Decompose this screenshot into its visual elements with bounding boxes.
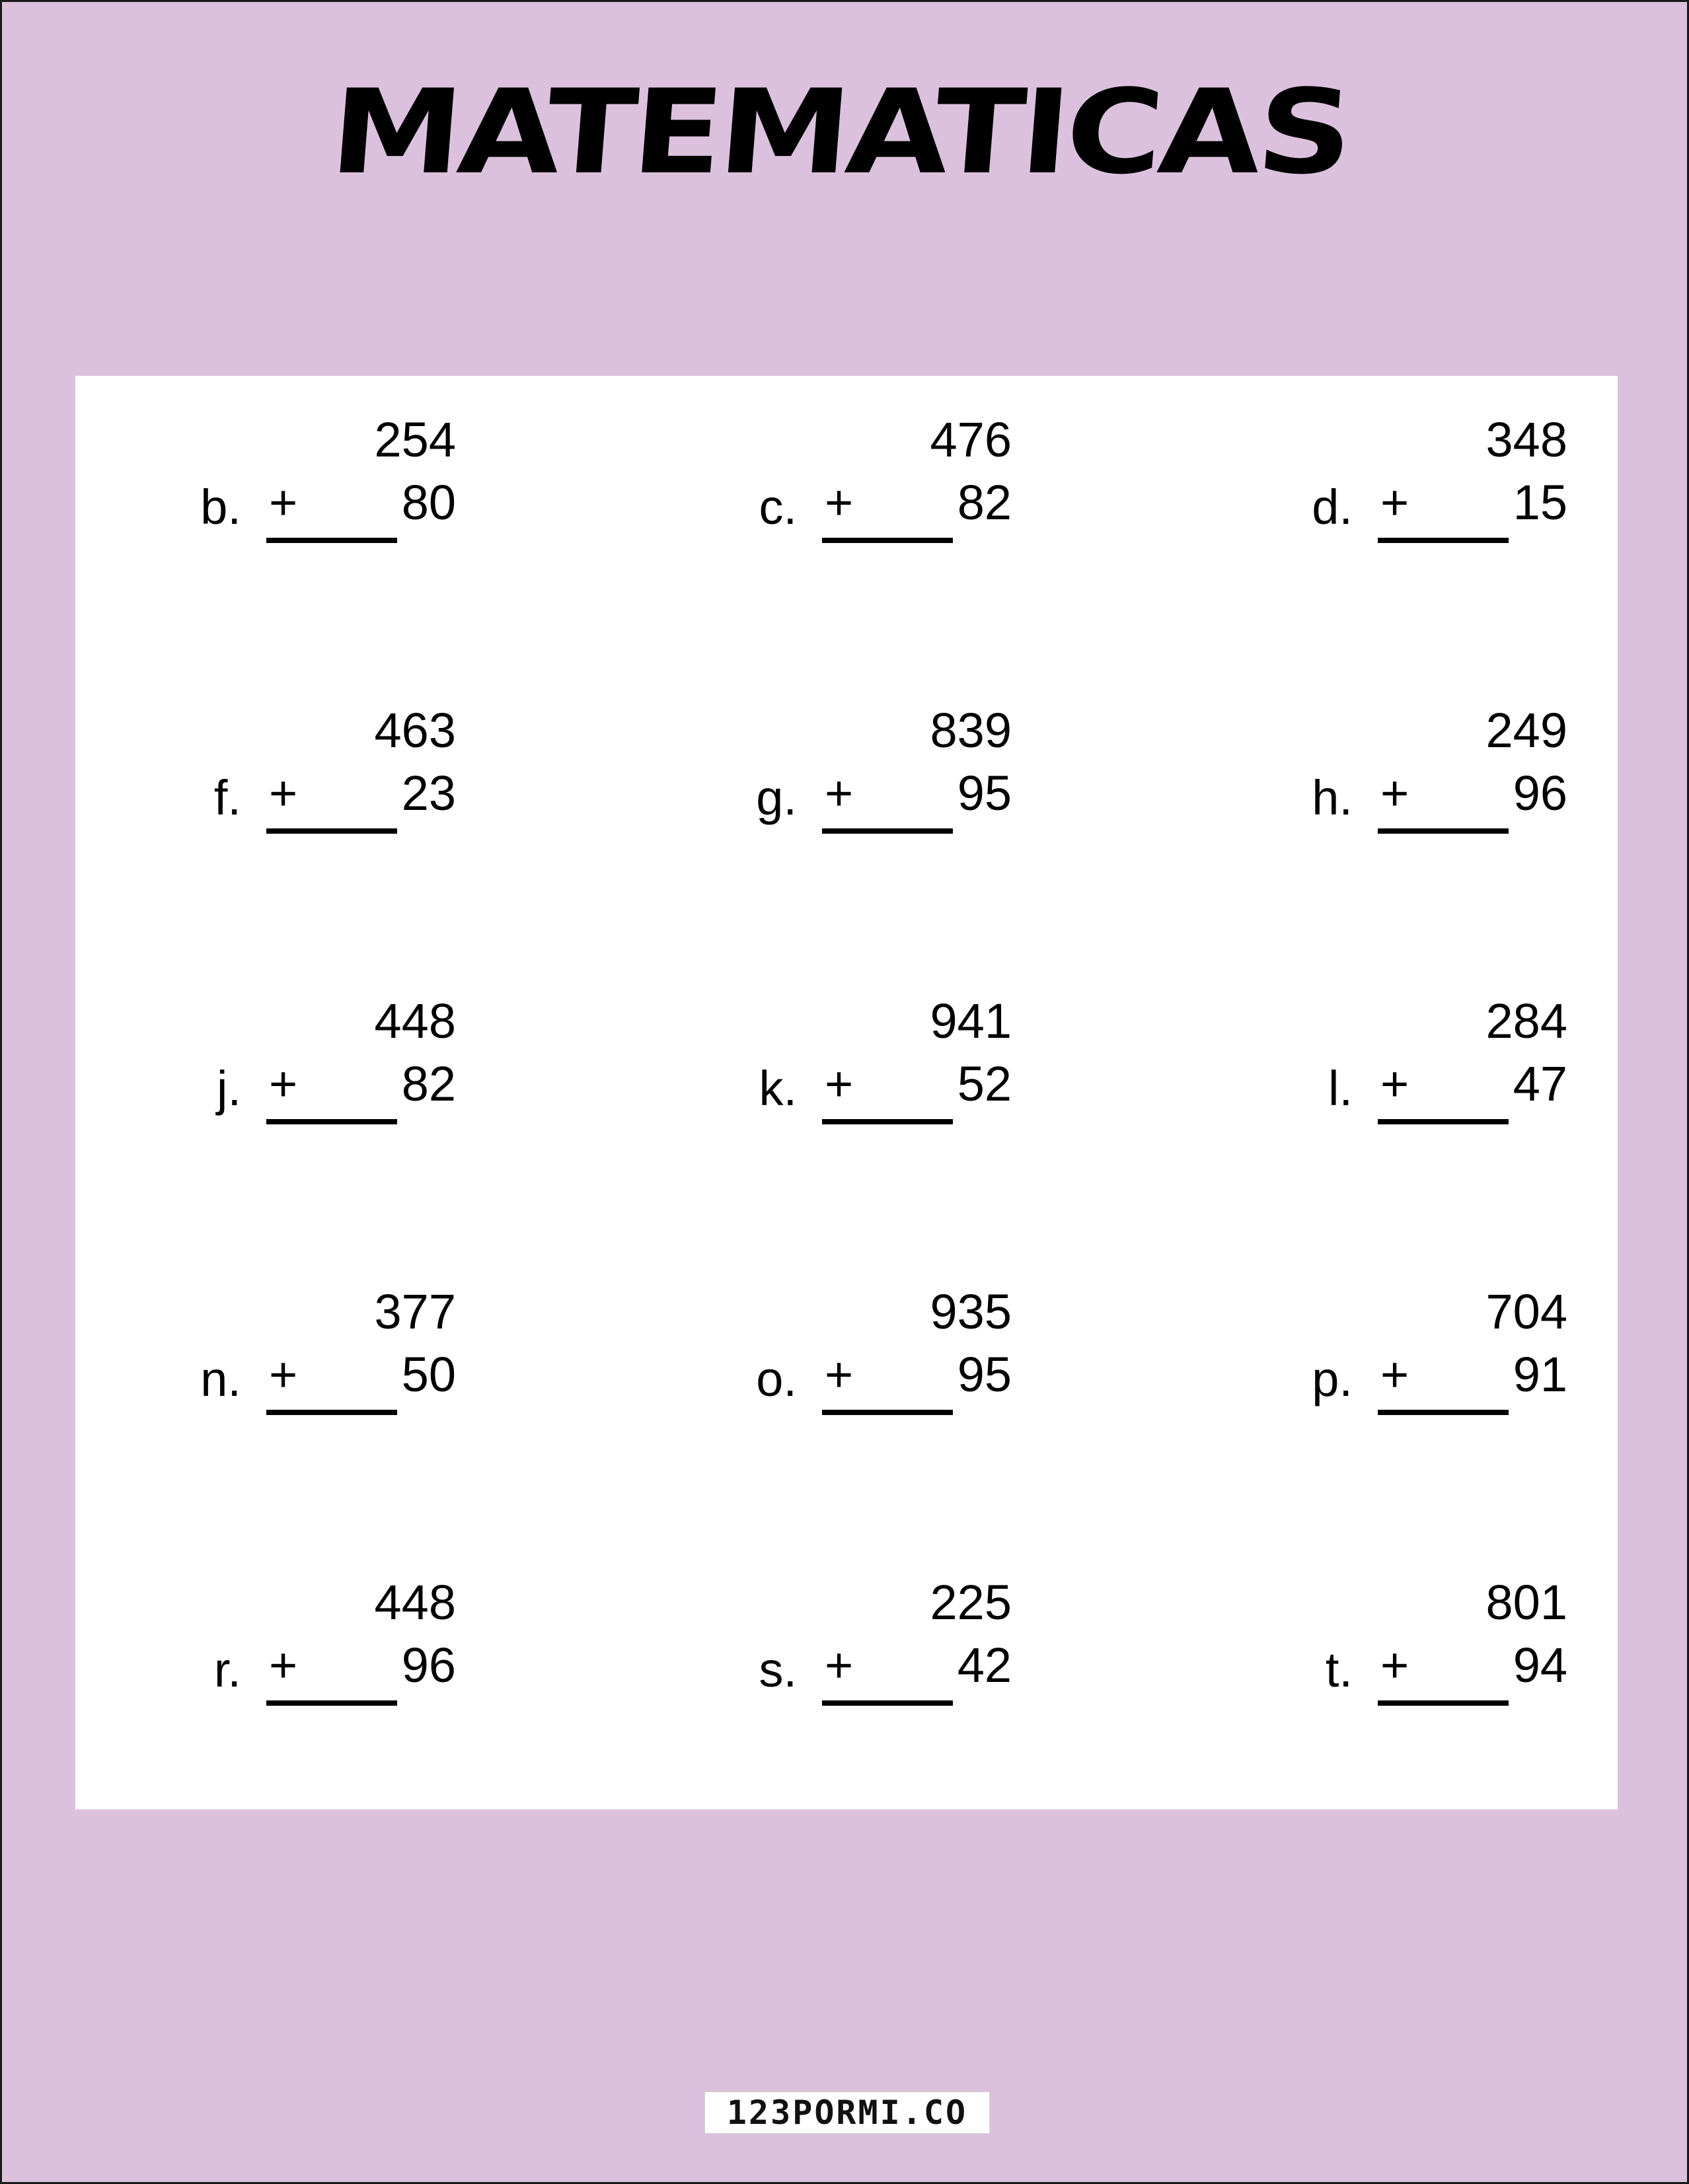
problem-letter: p. xyxy=(1312,1352,1353,1406)
answer-line xyxy=(1378,1410,1509,1415)
problem-bottom-number: 82 xyxy=(401,1056,456,1111)
problem-p xyxy=(1290,1248,1567,1406)
problem-bottom-number: 96 xyxy=(1513,766,1567,820)
problem-letter: c. xyxy=(759,480,797,534)
problem-bottom-number: 15 xyxy=(1513,475,1567,530)
plus-sign: + xyxy=(825,1347,854,1402)
problems-panel xyxy=(75,376,1618,1809)
answer-line xyxy=(822,828,953,834)
problem-top-number: 284 xyxy=(1485,994,1567,1048)
problem-c xyxy=(734,376,1012,534)
plus-sign: + xyxy=(1380,1347,1409,1402)
problem-letter: s. xyxy=(759,1642,797,1697)
problem-top-number: 225 xyxy=(930,1575,1012,1630)
problem-top-number: 941 xyxy=(930,994,1012,1048)
plus-sign: + xyxy=(269,766,298,820)
plus-sign: + xyxy=(825,766,854,820)
problem-bottom-number: 42 xyxy=(957,1638,1012,1693)
problem-letter: r. xyxy=(213,1642,241,1697)
problem-j xyxy=(178,957,456,1116)
answer-line xyxy=(266,1410,397,1415)
answer-line xyxy=(266,1119,397,1124)
problem-top-number: 377 xyxy=(374,1284,456,1339)
problem-top-number: 249 xyxy=(1485,703,1567,758)
answer-line xyxy=(266,828,397,834)
problem-s xyxy=(734,1539,1012,1697)
problem-h xyxy=(1290,667,1567,825)
problem-top-number: 839 xyxy=(930,703,1012,758)
problem-top-number: 801 xyxy=(1485,1575,1567,1630)
problem-o xyxy=(734,1248,1012,1406)
problem-bottom-number: 95 xyxy=(957,766,1012,820)
answer-line xyxy=(1378,1700,1509,1706)
problem-b xyxy=(178,376,456,534)
answer-line xyxy=(822,1410,953,1415)
problem-letter: b. xyxy=(200,480,241,534)
plus-sign: + xyxy=(269,1638,298,1693)
plus-sign: + xyxy=(269,1056,298,1111)
worksheet-title: MATEMATICAS xyxy=(325,65,1355,201)
answer-line xyxy=(266,1700,397,1706)
plus-sign: + xyxy=(825,1056,854,1111)
problem-f xyxy=(178,667,456,825)
plus-sign: + xyxy=(825,475,854,530)
problem-n xyxy=(178,1248,456,1406)
problem-bottom-number: 91 xyxy=(1513,1347,1567,1402)
problem-top-number: 463 xyxy=(374,703,456,758)
answer-line xyxy=(1378,538,1509,543)
problem-top-number: 476 xyxy=(930,412,1012,467)
problem-bottom-number: 82 xyxy=(957,475,1012,530)
plus-sign: + xyxy=(1380,1056,1409,1111)
problem-top-number: 935 xyxy=(930,1284,1012,1339)
problem-bottom-number: 96 xyxy=(401,1638,456,1693)
problem-letter: n. xyxy=(200,1352,241,1406)
answer-line xyxy=(822,1700,953,1706)
answer-line xyxy=(822,538,953,543)
answer-line xyxy=(1378,828,1509,834)
plus-sign: + xyxy=(269,475,298,530)
problem-letter: d. xyxy=(1312,480,1353,534)
problem-letter: l. xyxy=(1328,1061,1353,1116)
problem-bottom-number: 95 xyxy=(957,1347,1012,1402)
problem-r xyxy=(178,1539,456,1697)
problem-k xyxy=(734,957,1012,1116)
problem-bottom-number: 52 xyxy=(957,1056,1012,1111)
answer-line xyxy=(1378,1119,1509,1124)
problem-t xyxy=(1290,1539,1567,1697)
plus-sign: + xyxy=(825,1638,854,1693)
problem-letter: j. xyxy=(217,1061,241,1116)
problem-letter: h. xyxy=(1312,770,1353,825)
plus-sign: + xyxy=(1380,475,1409,530)
problem-letter: k. xyxy=(759,1061,797,1116)
problem-top-number: 704 xyxy=(1485,1284,1567,1339)
plus-sign: + xyxy=(1380,766,1409,820)
problem-letter: g. xyxy=(756,770,797,825)
problem-top-number: 348 xyxy=(1485,412,1567,467)
problem-bottom-number: 50 xyxy=(401,1347,456,1402)
brand-logo: 123PORMI.CO xyxy=(704,2092,990,2134)
problem-bottom-number: 23 xyxy=(401,766,456,820)
plus-sign: + xyxy=(1380,1638,1409,1693)
answer-line xyxy=(822,1119,953,1124)
problem-top-number: 254 xyxy=(374,412,456,467)
problem-bottom-number: 80 xyxy=(401,475,456,530)
problem-bottom-number: 47 xyxy=(1513,1056,1567,1111)
plus-sign: + xyxy=(269,1347,298,1402)
problem-l xyxy=(1290,957,1567,1116)
problem-d xyxy=(1290,376,1567,534)
problem-bottom-number: 94 xyxy=(1513,1638,1567,1693)
problem-top-number: 448 xyxy=(374,994,456,1048)
problem-letter: t. xyxy=(1325,1642,1353,1697)
problem-letter: f. xyxy=(213,770,241,825)
problem-letter: o. xyxy=(756,1352,797,1406)
problem-top-number: 448 xyxy=(374,1575,456,1630)
problem-g xyxy=(734,667,1012,825)
answer-line xyxy=(266,538,397,543)
